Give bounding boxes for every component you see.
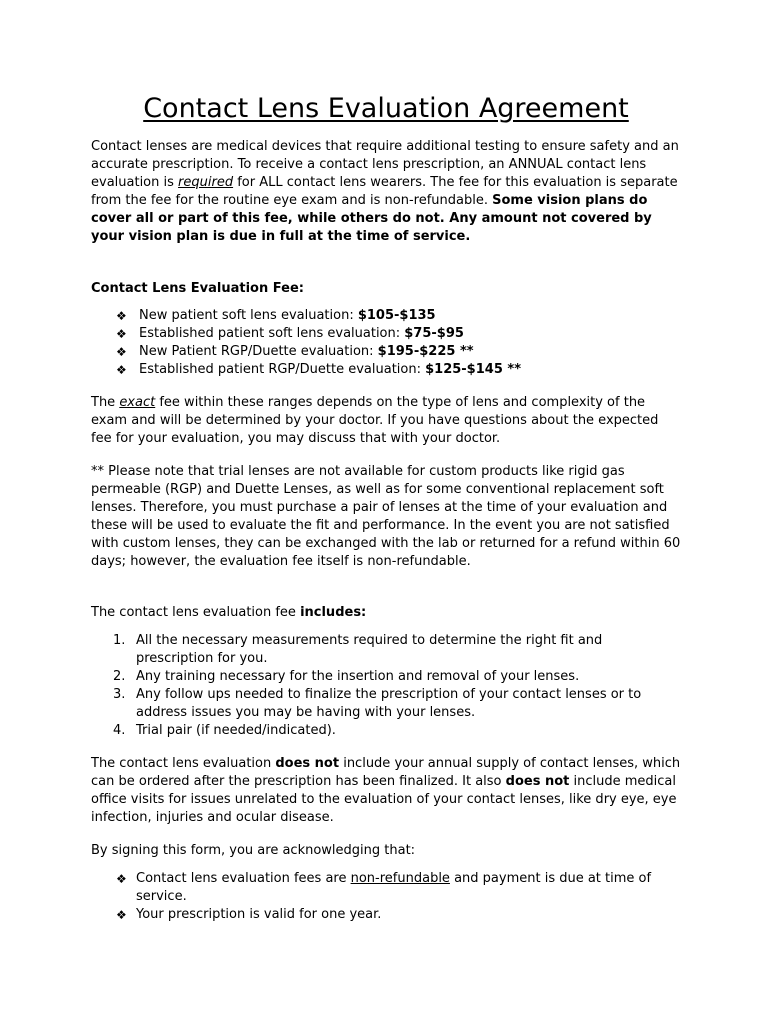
- exact-text-1: The: [91, 395, 120, 410]
- diamond-bullet-icon: ❖: [116, 345, 127, 359]
- exact-emphasis: exact: [119, 395, 156, 410]
- list-item: [91, 668, 681, 686]
- list-item: [91, 632, 681, 668]
- item-number: 2.: [113, 669, 126, 684]
- ack-underlined: non-refundable: [350, 871, 450, 886]
- list-item: [91, 870, 681, 906]
- fee-label: New patient soft lens evaluation:: [139, 308, 358, 323]
- list-item: [91, 361, 681, 379]
- exact-text-2: fee within these ranges depends on the type of lens and complexity of the exam and will be determined by your doctor. If you have questions about the expected fee for your evaluation, you may discuss that with your doctor.: [91, 395, 659, 446]
- excludes-bold-2: does not: [505, 774, 570, 789]
- fee-price: $105-$135: [357, 308, 436, 323]
- includes-heading: [91, 604, 681, 622]
- fee-heading: [91, 280, 681, 298]
- intro-text-2: for ALL contact lens wearers. The fee for this evaluation is separate from the fee for the routine eye exam and is non-refundable.: [91, 175, 678, 208]
- fee-list: [91, 307, 681, 379]
- excludes-paragraph: [91, 755, 681, 827]
- list-item: [91, 325, 681, 343]
- item-number: 3.: [113, 687, 126, 702]
- page-title: Contact Lens Evaluation Agreement: [143, 93, 629, 124]
- item-text: Any follow ups needed to finalize the prescription of your contact lenses or to address issues you may be having with your lenses.: [136, 687, 642, 720]
- diamond-bullet-icon: ❖: [116, 872, 127, 886]
- ack-text-2: and payment is due at time of service.: [136, 871, 652, 904]
- included-list: [91, 632, 681, 740]
- diamond-bullet-icon: ❖: [116, 327, 127, 341]
- fee-label: New Patient RGP/Duette evaluation:: [139, 344, 378, 359]
- list-item: [91, 906, 681, 924]
- trial-lens-note: ** Please note that trial lenses are not available for custom products like rigid gas permeable (RGP) and Duette Lenses, as well as for some conventional replacement soft lenses. Therefore, you must purchase a pair of lenses at the time of your evaluation and these will be used to evaluate the fit and performance. In the event you are not satisfied with custom lenses, they can be exchanged with the lab or returned for a refund within 60 days; however, the evaluation fee itself is non-refundable.: [91, 464, 681, 569]
- intro-bold: Some vision plans do cover all or part of this fee, while others do not. Any amount not covered by your vision plan is due in full at the time of service.: [91, 193, 652, 244]
- includes-bold: includes:: [300, 605, 367, 620]
- includes-text: The contact lens evaluation fee: [91, 605, 301, 620]
- fee-price: $75-$95: [404, 326, 464, 341]
- diamond-bullet-icon: ❖: [116, 363, 127, 377]
- fee-label: Established patient soft lens evaluation:: [139, 326, 405, 341]
- intro-paragraph: [91, 138, 681, 246]
- excludes-text-1: The contact lens evaluation: [91, 756, 276, 771]
- acknowledgement-list: [91, 870, 681, 924]
- acknowledgement-heading: By signing this form, you are acknowledging that:: [91, 843, 416, 858]
- excludes-text-3: include medical office visits for issues unrelated to the evaluation of your contact lenses, like dry eye, eye infection, injuries and ocular disease.: [91, 774, 677, 825]
- ack-text-1: Contact lens evaluation fees are: [136, 871, 351, 886]
- item-number: 4.: [113, 723, 126, 738]
- list-item: [91, 343, 681, 361]
- fee-price: $125-$145 **: [425, 362, 521, 377]
- list-item: [91, 686, 681, 722]
- fee-price: $195-$225 **: [377, 344, 474, 359]
- item-text: Trial pair (if needed/indicated).: [136, 723, 336, 738]
- item-text: All the necessary measurements required to determine the right fit and prescription for you.: [136, 633, 603, 666]
- excludes-bold-1: does not: [275, 756, 340, 771]
- item-text: Any training necessary for the insertion and removal of your lenses.: [136, 669, 580, 684]
- excludes-text-2: include your annual supply of contact lenses, which can be ordered after the prescription has been finalized. It also: [91, 756, 681, 789]
- fee-label: Established patient RGP/Duette evaluation:: [139, 362, 426, 377]
- list-item: [91, 722, 681, 740]
- ack-text-1: Your prescription is valid for one year.: [136, 907, 382, 922]
- diamond-bullet-icon: ❖: [116, 908, 127, 922]
- diamond-bullet-icon: ❖: [116, 309, 127, 323]
- list-item: [91, 307, 681, 325]
- fee-heading-text: Contact Lens Evaluation Fee:: [91, 281, 304, 296]
- exact-fee-paragraph: [91, 394, 681, 448]
- item-number: 1.: [113, 633, 126, 648]
- intro-emphasis: required: [178, 175, 234, 190]
- intro-text-1: Contact lenses are medical devices that require additional testing to ensure safety and an accurate prescription. To receive a contact lens prescription, an ANNUAL contact lens evaluation is: [91, 139, 679, 190]
